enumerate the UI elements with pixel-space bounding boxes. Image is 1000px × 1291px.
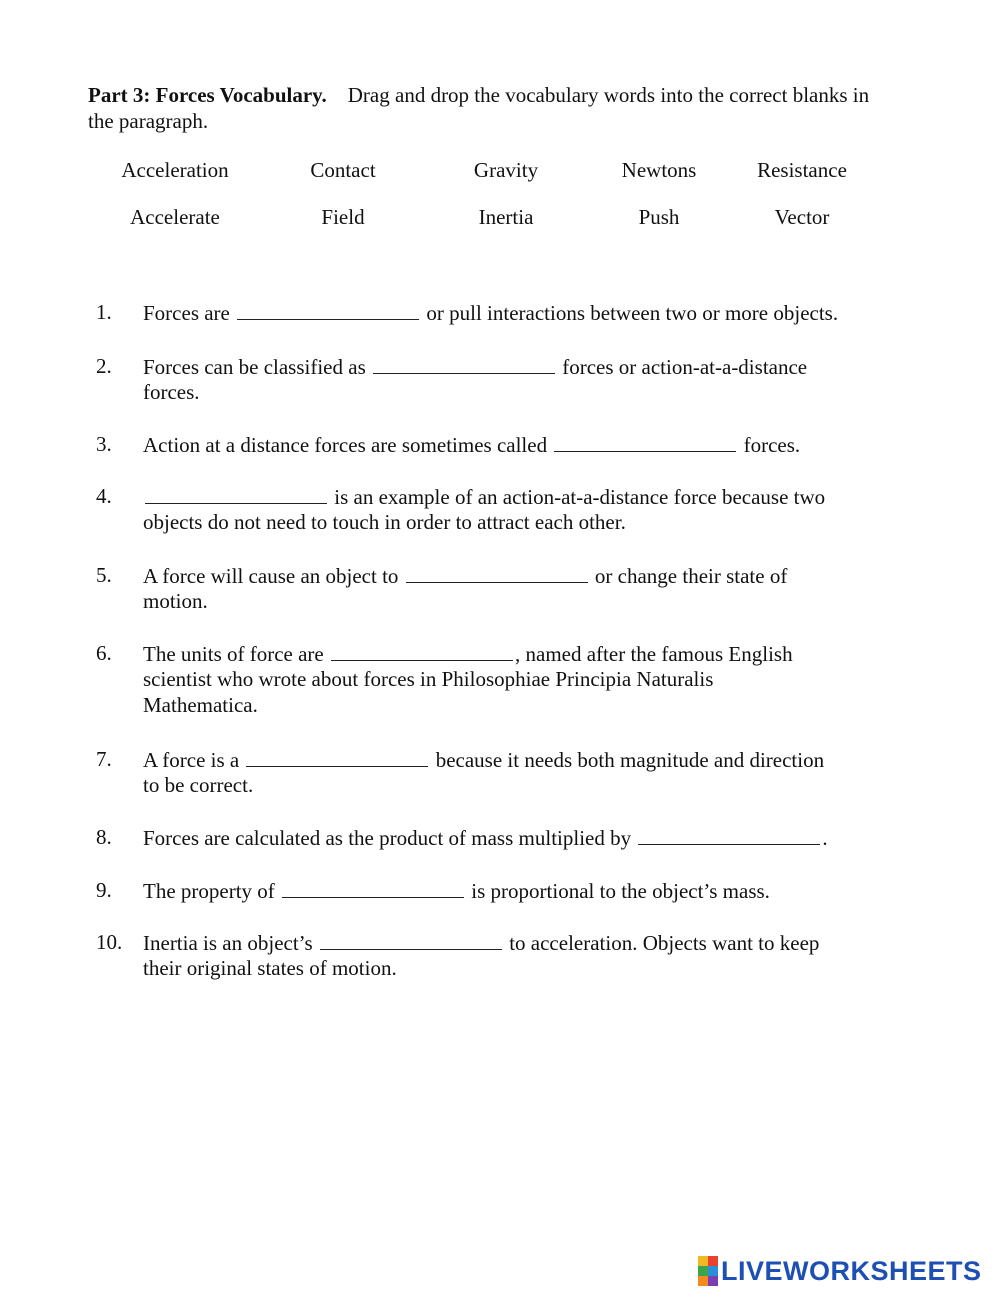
- question-text: is proportional to the object’s mass.: [466, 879, 770, 903]
- question-text: Inertia is an object’s: [143, 931, 318, 955]
- question-text: motion.: [143, 589, 208, 613]
- question-line: [143, 877, 888, 904]
- logo-tile: [708, 1276, 718, 1286]
- answer-blank[interactable]: [246, 746, 428, 767]
- question-text: scientist who wrote about forces in Philosophiae Principia Naturalis: [143, 667, 714, 691]
- liveworksheets-brand: [698, 1256, 982, 1286]
- question-text: The property of: [143, 879, 281, 903]
- section-title: Part 3: Forces Vocabulary.: [88, 83, 327, 107]
- question-text: A force will cause an object to: [143, 564, 404, 588]
- word-bank-item[interactable]: Accelerate: [130, 205, 220, 229]
- question-text: because it needs both magnitude and direction: [430, 748, 825, 772]
- question-line: [143, 431, 888, 458]
- question-text: , named after the famous English: [515, 642, 793, 666]
- question-text: Mathematica.: [143, 693, 258, 717]
- question-line: [143, 588, 888, 614]
- question-line: [143, 746, 888, 773]
- word-bank-item[interactable]: Acceleration: [121, 158, 229, 182]
- word-bank-item[interactable]: Resistance: [757, 158, 847, 182]
- answer-blank[interactable]: [282, 877, 464, 898]
- question-text: their original states of motion.: [143, 956, 397, 980]
- question-text: or change their state of: [589, 564, 788, 588]
- word-bank-item[interactable]: Field: [321, 205, 365, 229]
- answer-blank[interactable]: [331, 640, 513, 661]
- answer-blank[interactable]: [320, 929, 502, 950]
- question-text: Action at a distance forces are sometimes called: [143, 433, 553, 457]
- question-text: forces or action-at-a-distance: [557, 355, 808, 379]
- question-line: [143, 772, 888, 798]
- question-line: [143, 299, 888, 326]
- word-bank-item[interactable]: Newtons: [621, 158, 697, 182]
- question-text: forces.: [738, 433, 801, 457]
- answer-blank[interactable]: [145, 483, 327, 504]
- question-text: Forces are calculated as the product of mass multiplied by: [143, 826, 637, 850]
- question-line: [143, 929, 888, 956]
- question-number: 8.: [96, 825, 112, 849]
- question-number: 4.: [96, 484, 112, 508]
- question-text: objects do not need to touch in order to attract each other.: [143, 510, 626, 534]
- question-text: to be correct.: [143, 773, 254, 797]
- answer-blank[interactable]: [554, 431, 736, 452]
- question-number: 3.: [96, 432, 112, 456]
- logo-tile: [708, 1266, 718, 1276]
- question-line: [143, 692, 888, 718]
- question-line: [143, 955, 888, 981]
- word-bank-item[interactable]: Vector: [774, 205, 830, 229]
- question-number: 6.: [96, 641, 112, 665]
- word-bank-item[interactable]: Inertia: [478, 205, 534, 229]
- liveworksheets-logo-icon: [698, 1256, 718, 1286]
- question-text: to acceleration. Objects want to keep: [503, 931, 820, 955]
- brand-name: LIVEWORKSHEETS: [721, 1255, 982, 1286]
- question-line: [143, 640, 888, 667]
- question-text: The units of force are: [143, 642, 329, 666]
- word-bank-item[interactable]: Gravity: [473, 158, 539, 182]
- question-number: 5.: [96, 563, 112, 587]
- question-text: .: [822, 826, 828, 850]
- question-line: [143, 562, 888, 589]
- question-line: [143, 666, 888, 692]
- question-number: 10.: [96, 930, 123, 954]
- question-line: [143, 824, 888, 851]
- word-bank-item[interactable]: Contact: [310, 158, 376, 182]
- question-line: [143, 483, 888, 510]
- answer-blank[interactable]: [373, 353, 555, 374]
- instructions-text: Drag and drop the vocabulary words into the correct blanks in the paragraph.: [88, 83, 870, 133]
- answer-blank[interactable]: [237, 299, 419, 320]
- question-text: is an example of an action-at-a-distance force because two: [329, 485, 826, 509]
- logo-tile: [698, 1276, 708, 1286]
- instructions: [88, 82, 888, 134]
- question-number: 2.: [96, 354, 112, 378]
- question-line: [143, 379, 888, 405]
- logo-tile: [698, 1256, 708, 1266]
- word-bank-item[interactable]: Push: [638, 205, 680, 229]
- question-text: forces.: [143, 380, 200, 404]
- question-number: 1.: [96, 300, 112, 324]
- question-number: 9.: [96, 878, 112, 902]
- logo-tile: [698, 1266, 708, 1276]
- answer-blank[interactable]: [406, 562, 588, 583]
- logo-tile: [708, 1256, 718, 1266]
- question-text: A force is a: [143, 748, 245, 772]
- answer-blank[interactable]: [638, 824, 820, 845]
- question-text: Forces can be classified as: [143, 355, 371, 379]
- question-line: [143, 509, 888, 535]
- question-number: 7.: [96, 747, 112, 771]
- question-line: [143, 353, 888, 380]
- question-text: or pull interactions between two or more objects.: [421, 301, 839, 325]
- question-text: Forces are: [143, 301, 236, 325]
